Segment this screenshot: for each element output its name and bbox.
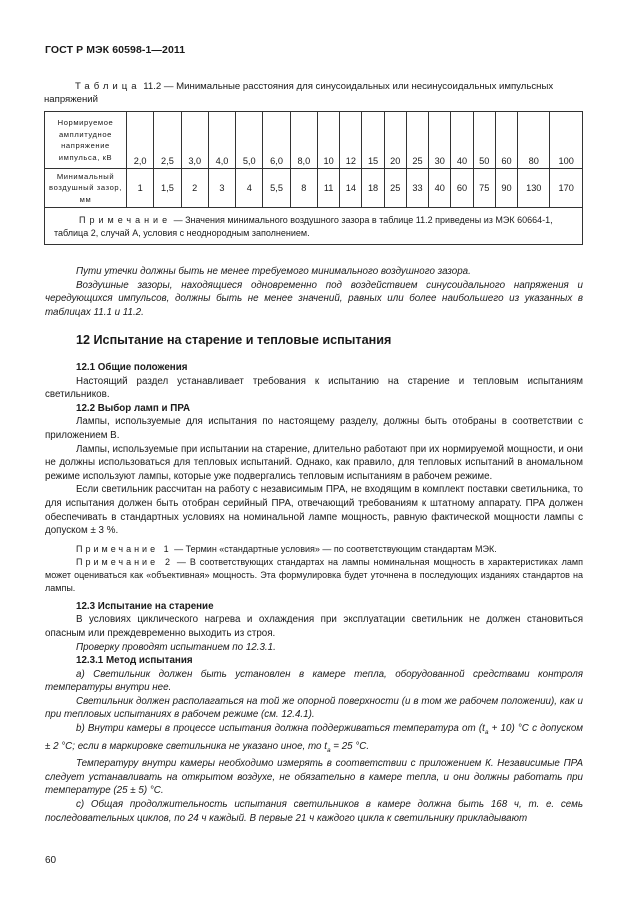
section-title: 12 Испытание на старение и тепловые испытания [76, 333, 392, 347]
subsection-12-2-title: 12.2 Выбор ламп и ПРА [76, 402, 191, 414]
table-caption-text-second: напряжений [44, 94, 99, 105]
clearance-value: 4 [236, 169, 263, 208]
clearance-paragraphs [45, 265, 583, 319]
clearance-value: 8 [290, 169, 317, 208]
table-row-clearance [45, 169, 583, 208]
item-b-sub2: a [326, 746, 331, 754]
note-2 [45, 556, 583, 595]
clearance-table [44, 111, 583, 245]
voltage-value: 80 [518, 112, 550, 169]
section-body [45, 361, 583, 825]
table-note [45, 208, 583, 245]
subsection-12-3-p2: Проверку проводят испытанием по 12.3.1. [76, 641, 276, 653]
item-c: c) Общая продолжительность испытания светильников в камере должна быть 168 ч, т. е. семь последовательных циклов, по 24 ч каждый. В первые 21 ч каждого цикла к светильнику прикладывают [45, 798, 583, 824]
voltage-value: 40 [451, 112, 473, 169]
clearance-value: 18 [362, 169, 384, 208]
document-header: ГОСТ Р МЭК 60598-1—2011 [45, 44, 186, 56]
note-2-label: Примечание 2 [76, 556, 174, 567]
voltage-value: 8,0 [290, 112, 317, 169]
item-b-part1: b) Внутри камеры в процессе испытания должна поддерживаться температура от (t [76, 723, 485, 735]
page-number: 60 [45, 855, 57, 866]
table-row-note [45, 208, 583, 245]
note-1 [45, 543, 583, 556]
clearance-value: 1,5 [154, 169, 181, 208]
voltage-value: 30 [429, 112, 451, 169]
voltage-value: 2,5 [154, 112, 181, 169]
clearance-value: 25 [384, 169, 406, 208]
subsection-12-1-title: 12.1 Общие положения [76, 362, 188, 373]
clearance-value: 60 [451, 169, 473, 208]
subsection-12-1-text: Настоящий раздел устанавливает требования к испытанию на старение и тепловым испытаниям светильников. [45, 375, 583, 401]
subsection-12-2-p1: Лампы, используемые для испытания по настоящему разделу, должны быть отобраны в соответствии с приложением В. [45, 416, 583, 441]
subsection-12-3-p1: В условиях циклического нагрева и охлаждения при эксплуатации светильник не должен становиться опасным или преждевременно выходить из строя. [45, 614, 583, 639]
table-row-voltage [45, 112, 583, 169]
clearance-value: 90 [495, 169, 517, 208]
voltage-value: 6,0 [263, 112, 290, 169]
voltage-value: 20 [384, 112, 406, 169]
item-b-part2: + 10) °С с допуском ± 2 °С; если в маркировке светильника не указано иное, то t [45, 723, 583, 752]
creepage-paragraph: Пути утечки должны быть не менее требуемого минимального воздушного зазора. [76, 266, 471, 277]
item-a: a) Светильник должен быть установлен в камере тепла, оборудованной средствами контроля температуры внутри нее. [45, 668, 583, 694]
voltage-value: 100 [550, 112, 583, 169]
subsection-12-2-p3: Если светильник рассчитан на работу с независимым ПРА, не входящим в комплект поставки светильника, то для испытания должен быть отобран серийный ПРА, отвечающий требованиям к штатному аппарату. ПРА должен обеспечивать в стандартных условиях на номинальной лампе мощность, равную фактической мощности лампы с допуском ± 3 %. [45, 484, 583, 537]
voltage-value: 60 [495, 112, 517, 169]
item-b [45, 722, 583, 757]
voltage-value: 25 [406, 112, 428, 169]
clearance-value: 3 [208, 169, 235, 208]
clearance-value: 33 [406, 169, 428, 208]
item-b-sub1: a [484, 729, 489, 737]
item-b-continued: Температуру внутри камеры необходимо измерять в соответствии с приложением К. Независимые ПРА следует устанавливать на открытом воздухе, не обязательно в камере тепла, и они должны работать при температуре (25 ± 5) °С. [45, 758, 583, 797]
note-1-label: Примечание 1 [76, 543, 172, 554]
clearance-value: 2 [181, 169, 208, 208]
item-a-continued: Светильник должен располагаться на той же опорной поверхности (и в том же рабочем положении), как и при тепловых испытаниях в рабочем режиме (см. 12.4.1). [45, 695, 583, 721]
table-caption-label: Таблица [75, 81, 141, 92]
clearance-value: 170 [550, 169, 583, 208]
voltage-value: 12 [340, 112, 362, 169]
subsection-12-3-title: 12.3 Испытание на старение [76, 600, 214, 612]
clearance-paragraph: Воздушные зазоры, находящиеся одновременно под воздействием синусоидального напряжения и чередующихся импульсов, должны быть не менее значений, равных или более наибольшего из указанных в таблицах 11.1 и 11.2. [45, 279, 583, 318]
table-caption-text: 11.2 — Минимальные расстояния для синусоидальных или несинусоидальных импульсных [140, 81, 554, 92]
note-1-text: — Термин «стандартные условия» — по соответствующим стандартам МЭК. [171, 543, 497, 554]
clearance-value: 1 [127, 169, 154, 208]
item-b-part3: = 25 °С. [330, 740, 370, 752]
clearance-value: 130 [518, 169, 550, 208]
row-header-clearance: Минимальный воздушный зазор, мм [45, 169, 127, 208]
table-note-text: — Значения минимального воздушного зазора в таблице 11.2 приведены из МЭК 60664-1, таблица 2, случай А, условия с неоднородным заполнением. [54, 215, 553, 238]
table-note-label: Примечание [79, 215, 172, 225]
subsection-12-3-1-title: 12.3.1 Метод испытания [76, 655, 193, 667]
subsection-12-2-p2: Лампы, используемые при испытании на старение, длительно работают при их нормируемой мощности, и они не должны использоваться для тепловых испытаний. Однако, как правило, для тепловых испытаний в аномальном режиме используют лампы, которые уже подвергались тепловым испытаниям в рабочем режиме. [45, 443, 583, 482]
clearance-value: 5,5 [263, 169, 290, 208]
clearance-value: 75 [473, 169, 495, 208]
voltage-value: 15 [362, 112, 384, 169]
voltage-value: 10 [317, 112, 339, 169]
clearance-value: 40 [429, 169, 451, 208]
voltage-value: 3,0 [181, 112, 208, 169]
note-2-text: — В соответствующих стандартах на лампы номинальная мощность в характеристиках ламп может оцениваться как «объективная» мощность. Эта формулировка будет уточнена в последующих изданиях стандартов на лампы. [45, 556, 583, 593]
voltage-value: 5,0 [236, 112, 263, 169]
voltage-value: 50 [473, 112, 495, 169]
voltage-value: 4,0 [208, 112, 235, 169]
table-caption [44, 80, 583, 106]
row-header-voltage: Нормируемое амплитудное напряжение импульса, кВ [45, 112, 127, 169]
clearance-value: 11 [317, 169, 339, 208]
voltage-value: 2,0 [127, 112, 154, 169]
clearance-value: 14 [340, 169, 362, 208]
